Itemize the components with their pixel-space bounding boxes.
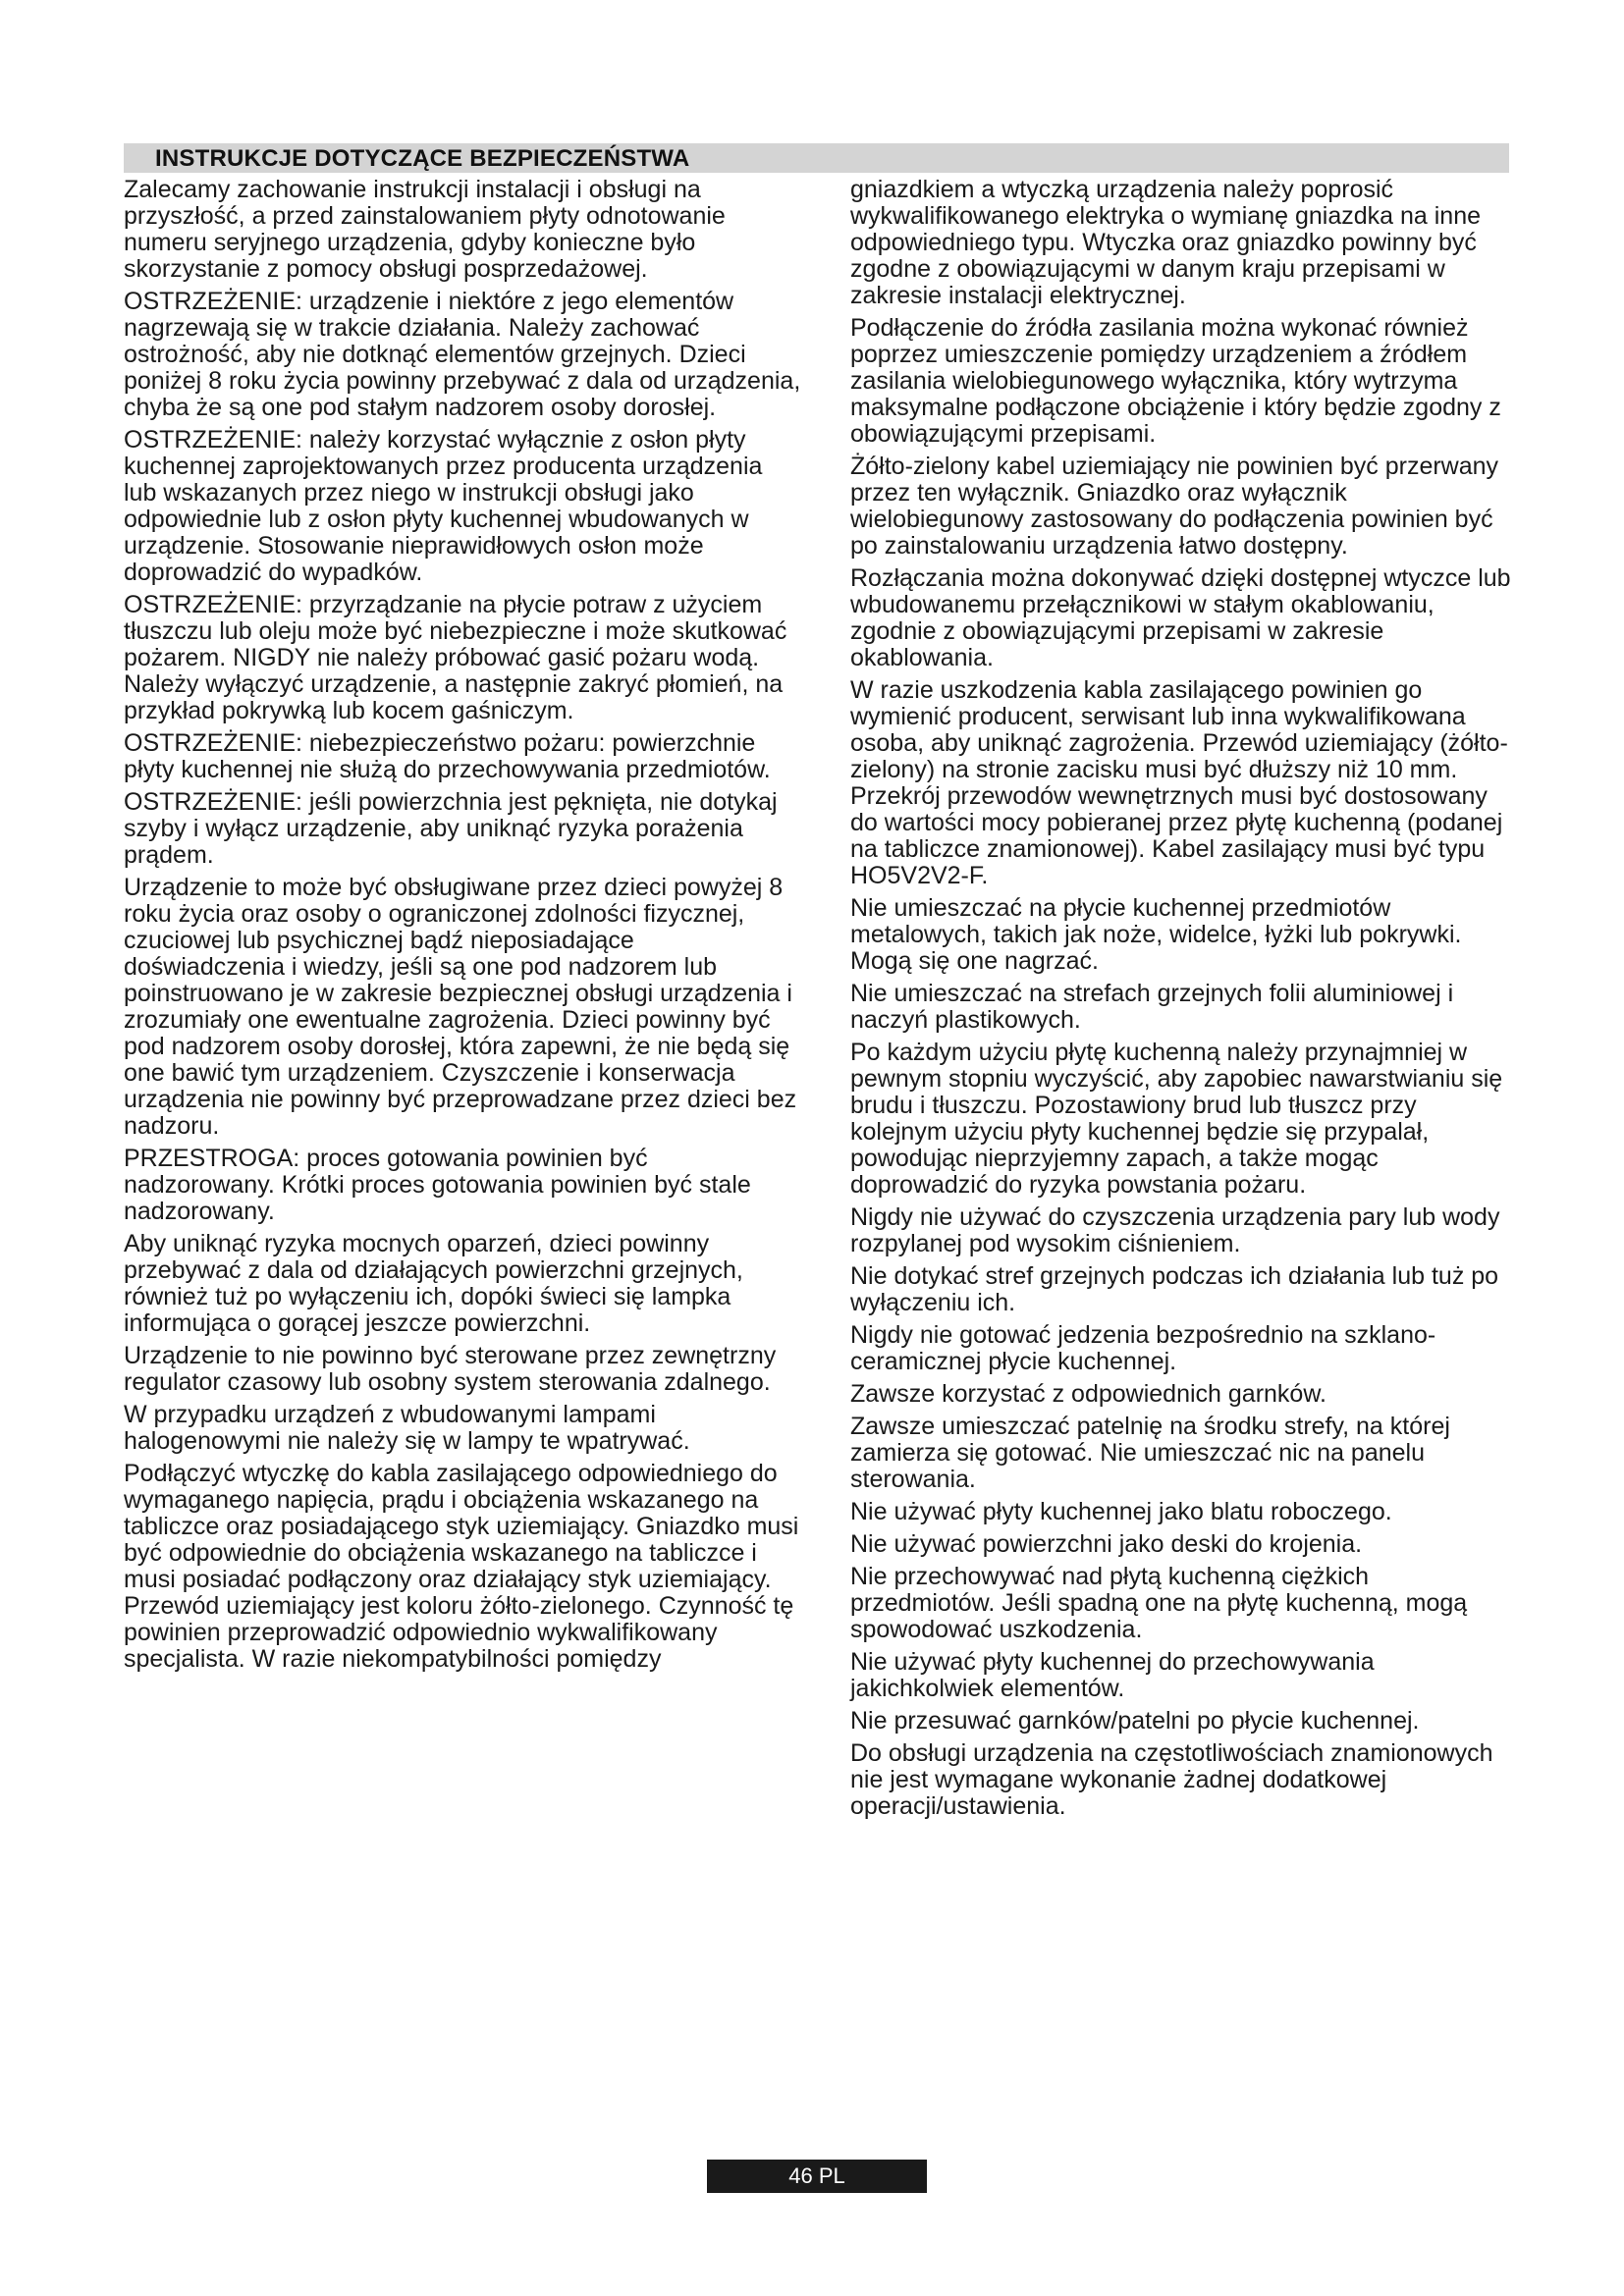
paragraph: Nie używać powierzchni jako deski do krojenia.	[850, 1530, 1363, 1558]
section-header-bar	[124, 143, 1509, 173]
paragraph: Nie umieszczać na płycie kuchennej przedmiotów metalowych, takich jak noże, widelce, łyżki lub pokrywki. Mogą się one nagrzać.	[850, 894, 1462, 975]
paragraph: Nie przechowywać nad płytą kuchenną ciężkich przedmiotów. Jeśli spadną one na płytę kuchenną, mogą spowodować uszkodzenia.	[850, 1563, 1468, 1643]
paragraph: OSTRZEŻENIE: jeśli powierzchnia jest pęknięta, nie dotykaj szyby i wyłącz urządzenie, aby uniknąć ryzyka porażenia prądem.	[124, 788, 778, 869]
paragraph: Nie używać płyty kuchennej do przechowywania jakichkolwiek elementów.	[850, 1648, 1375, 1702]
paragraph: Zalecamy zachowanie instrukcji instalacji i obsługi na przyszłość, a przed zainstalowaniem płyty odnotowanie numeru seryjnego urządzenia, gdyby konieczne było skorzystanie z pomocy obsługi posprzedażowej.	[124, 176, 726, 283]
paragraph: OSTRZEŻENIE: niebezpieczeństwo pożaru: powierzchnie płyty kuchennej nie służą do przechowywania przedmiotów.	[124, 729, 771, 783]
paragraph: gniazdkiem a wtyczką urządzenia należy poprosić wykwalifikowanego elektryka o wymianę gniazdka na inne odpowiedniego typu. Wtyczka oraz gniazdko powinny być zgodne z obowiązującymi w danym kraju przepisami w zakresie instalacji elektrycznej.	[850, 176, 1482, 309]
paragraph: Urządzenie to nie powinno być sterowane przez zewnętrzny regulator czasowy lub osobny system sterowania zdalnego.	[124, 1342, 777, 1396]
paragraph: Żółto-zielony kabel uziemiający nie powinien być przerwany przez ten wyłącznik. Gniazdko oraz wyłącznik wielobiegunowy zastosowany do podłączenia powinien być po zainstalowaniu urządzenia łatwo dostępny.	[850, 453, 1499, 560]
paragraph: Do obsługi urządzenia na częstotliwościach znamionowych nie jest wymagane wykonanie żadnej dodatkowej operacji/ustawienia.	[850, 1739, 1493, 1820]
right-column	[850, 177, 1514, 1826]
paragraph: Nie używać płyty kuchennej jako blatu roboczego.	[850, 1498, 1392, 1525]
left-column	[124, 177, 801, 1679]
paragraph: OSTRZEŻENIE: należy korzystać wyłącznie z osłon płyty kuchennej zaprojektowanych przez producenta urządzenia lub wskazanych przez niego w instrukcji obsługi jako odpowiednie lub z osłon płyty kuchennej wbudowanych w urządzenie. Stosowanie nieprawidłowych osłon może doprowadzić do wypadków.	[124, 426, 763, 586]
paragraph: Nigdy nie używać do czyszczenia urządzenia pary lub wody rozpylanej pod wysokim ciśnieniem.	[850, 1203, 1500, 1257]
paragraph: Urządzenie to może być obsługiwane przez dzieci powyżej 8 roku życia oraz osoby o ograniczonej zdolności fizycznej, czuciowej lub psychicznej bądź nieposiadające doświadczenia i wiedzy, jeśli są one pod nadzorem lub poinstruowano je w zakresie bezpiecznej obsługi urządzenia i zrozumiały one ewentualne zagrożenia. Dzieci powinny być pod nadzorem osoby dorosłej, która zapewni, że nie będą się one bawić tym urządzeniem. Czyszczenie i konserwacja urządzenia nie powinny być przeprowadzane przez dzieci bez nadzoru.	[124, 874, 797, 1140]
paragraph: Po każdym użyciu płytę kuchenną należy przynajmniej w pewnym stopniu wyczyścić, aby zapobiec nawarstwianiu się brudu i tłuszczu. Pozostawiony brud lub tłuszcz przy kolejnym użyciu płyty kuchennej będzie się przypalał, powodując nieprzyjemny zapach, a także mogąc doprowadzić do ryzyka powstania pożaru.	[850, 1039, 1503, 1199]
paragraph: PRZESTROGA: proces gotowania powinien być nadzorowany. Krótki proces gotowania powinien być stale nadzorowany.	[124, 1145, 751, 1225]
paragraph: Rozłączania można dokonywać dzięki dostępnej wtyczce lub wbudowanemu przełącznikowi w stałym okablowaniu, zgodnie z obowiązującymi przepisami w zakresie okablowania.	[850, 564, 1511, 671]
paragraph: Aby uniknąć ryzyka mocnych oparzeń, dzieci powinny przebywać z dala od działających powierzchni grzejnych, również tuż po wyłączeniu ich, dopóki świeci się lampka informująca o gorącej jeszcze powierzchni.	[124, 1230, 743, 1337]
paragraph: Nigdy nie gotować jedzenia bezpośrednio na szklano-ceramicznej płycie kuchennej.	[850, 1321, 1436, 1375]
paragraph: Nie umieszczać na strefach grzejnych folii aluminiowej i naczyń plastikowych.	[850, 980, 1454, 1034]
page-number-label: 46 PL	[707, 2160, 927, 2193]
paragraph: OSTRZEŻENIE: urządzenie i niektóre z jego elementów nagrzewają się w trakcie działania. Należy zachować ostrożność, aby nie dotknąć elementów grzejnych. Dzieci poniżej 8 roku życia powinny przebywać z dala od urządzenia, chyba że są one pod stałym nadzorem osoby dorosłej.	[124, 288, 801, 421]
paragraph: Nie dotykać stref grzejnych podczas ich działania lub tuż po wyłączeniu ich.	[850, 1262, 1499, 1316]
paragraph: W przypadku urządzeń z wbudowanymi lampami halogenowymi nie należy się w lampy te wpatrywać.	[124, 1401, 690, 1455]
paragraph: W razie uszkodzenia kabla zasilającego powinien go wymienić producent, serwisant lub inna wykwalifikowana osoba, aby uniknąć zagrożenia. Przewód uziemiający (żółto-zielony) na stronie zacisku musi być dłuższy niż 10 mm. Przekrój przewodów wewnętrznych musi być dostosowany do wartości mocy pobieranej przez płytę kuchenną (podanej na tabliczce znamionowej). Kabel zasilający musi być typu HO5V2V2-F.	[850, 676, 1508, 889]
paragraph: Podłączenie do źródła zasilania można wykonać również poprzez umieszczenie pomiędzy urządzeniem a źródłem zasilania wielobiegunowego wyłącznika, który wytrzyma maksymalne podłączone obciążenie i który będzie zgodny z obowiązującymi przepisami.	[850, 314, 1501, 448]
section-title: INSTRUKCJE DOTYCZĄCE BEZPIECZEŃSTWA	[155, 145, 690, 172]
paragraph: Nie przesuwać garnków/patelni po płycie kuchennej.	[850, 1707, 1420, 1735]
paragraph: Zawsze umieszczać patelnię na środku strefy, na której zamierza się gotować. Nie umieszczać nic na panelu sterowania.	[850, 1413, 1450, 1493]
paragraph: Zawsze korzystać z odpowiednich garnków.	[850, 1380, 1326, 1408]
paragraph: OSTRZEŻENIE: przyrządzanie na płycie potraw z użyciem tłuszczu lub oleju może być niebezpieczne i może skutkować pożarem. NIGDY nie należy próbować gasić pożaru wodą. Należy wyłączyć urządzenie, a następnie zakryć płomień, na przykład pokrywką lub kocem gaśniczym.	[124, 591, 787, 724]
paragraph: Podłączyć wtyczkę do kabla zasilającego odpowiedniego do wymaganego napięcia, prądu i obciążenia wskazanego na tabliczce oraz posiadającego styk uziemiający. Gniazdko musi być odpowiednie do obciążenia wskazanego na tabliczce i musi posiadać podłączony oraz działający styk uziemiający. Przewód uziemiający jest koloru żółto-zielonego. Czynność tę powinien przeprowadzić odpowiednio wykwalifikowany specjalista. W razie niekompatybilności pomiędzy	[124, 1460, 799, 1673]
